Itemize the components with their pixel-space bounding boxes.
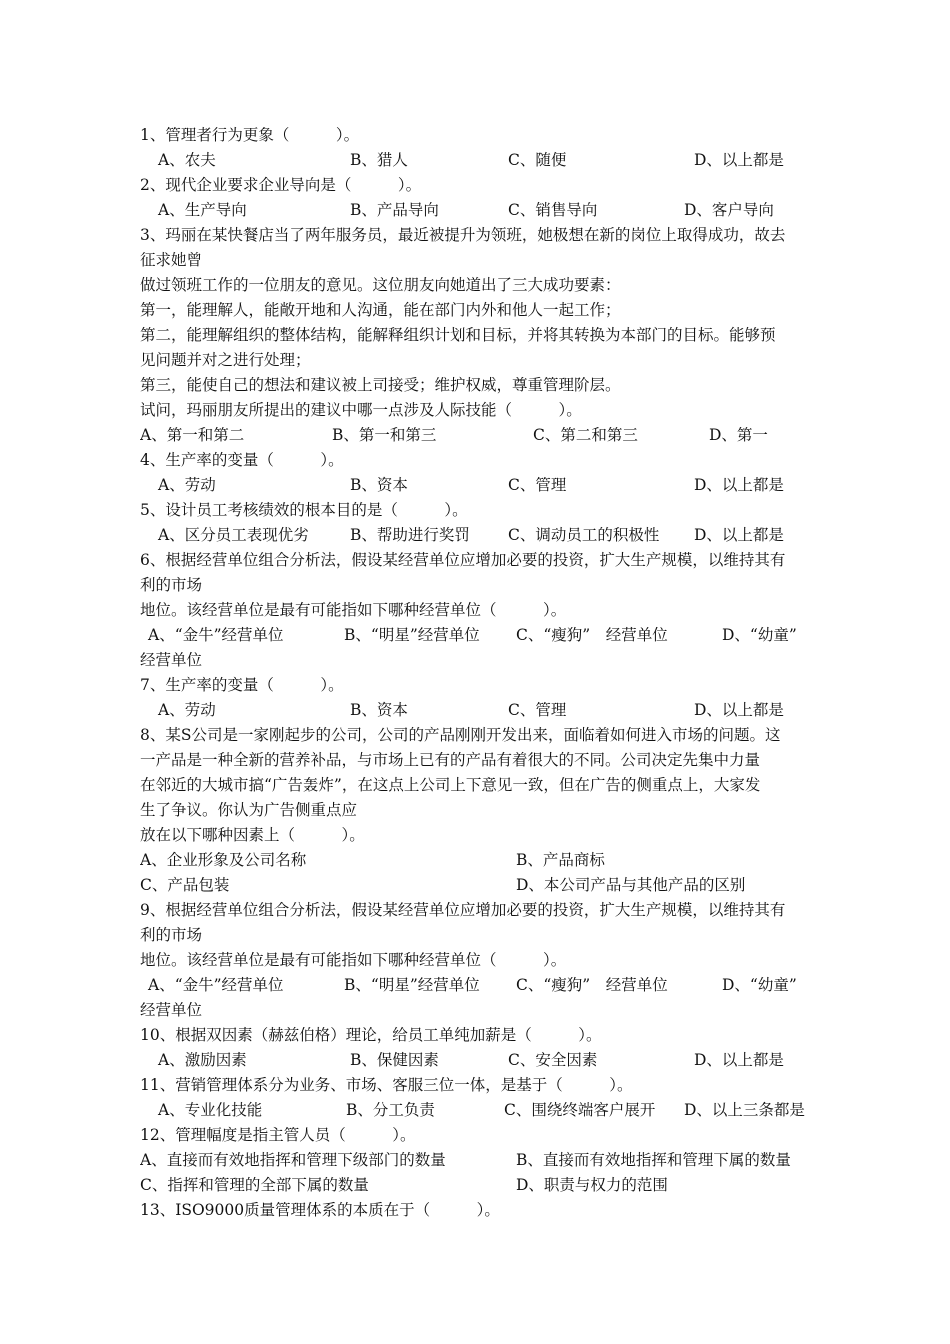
text-line: 9、根据经营单位组合分析法，假设某经营单位应增加必要的投资，扩大生产规模，以维持其有 [140,901,786,919]
option-item: D、以上都是 [694,701,784,719]
option-row [140,698,816,723]
option-row [140,1148,816,1173]
option-item: C、管理 [508,701,567,719]
text-line: 第二，能理解组织的整体结构，能解释组织计划和目标，并将其转换为本部门的目标。能够预 [140,326,776,344]
text-line: 5、设计员工考核绩效的根本目的是（ ）。 [140,501,468,519]
option-item: C、产品包装 [140,876,230,894]
option-item: D、“幼童” [722,626,797,644]
option-item: A、专业化技能 [158,1101,263,1119]
text-line: 做过领班工作的一位朋友的意见。这位朋友向她道出了三大成功要素： [140,276,621,294]
text-line: 经营单位 [140,651,203,669]
option-row [140,623,816,648]
option-item: A、劳动 [158,701,216,719]
text-line: 1、管理者行为更象（ ）。 [140,126,360,144]
option-row [140,473,816,498]
option-item: B、第一和第三 [332,426,437,444]
option-row [140,1048,816,1073]
option-item: C、销售导向 [508,201,598,219]
option-row [140,848,816,873]
option-item: B、资本 [350,701,408,719]
option-item: A、企业形象及公司名称 [140,851,307,869]
option-item: C、指挥和管理的全部下属的数量 [140,1176,369,1194]
option-item: A、激励因素 [158,1051,247,1069]
option-item: A、直接而有效地指挥和管理下级部门的数量 [140,1151,446,1169]
text-line: 第一，能理解人，能敞开地和人沟通，能在部门内外和他人一起工作； [140,301,621,319]
option-item: C、“瘦狗” 经营单位 [516,976,668,994]
option-item: A、农夫 [158,151,216,169]
option-item: A、第一和第二 [140,426,245,444]
option-item: A、区分员工表现优劣 [158,526,309,544]
text-line: 在邻近的大城市搞“广告轰炸”，在这点上公司上下意见一致，但在广告的侧重点上，大家发 [140,776,761,794]
option-item: D、以上三条都是 [684,1101,805,1119]
option-item: A、“金牛”经营单位 [148,976,284,994]
text-line: 12、管理幅度是指主管人员（ ）。 [140,1126,416,1144]
option-row [140,873,816,898]
text-line: 13、ISO9000质量管理体系的本质在于（ ）。 [140,1201,500,1219]
text-line: 11、营销管理体系分为业务、市场、客服三位一体，是基于（ ）。 [140,1076,633,1094]
option-row [140,523,816,548]
option-item: D、职责与权力的范围 [516,1176,668,1194]
option-item: C、安全因素 [508,1051,598,1069]
text-line: 征求她曾 [140,251,203,269]
text-line: 放在以下哪种因素上（ ）。 [140,826,365,844]
text-line: 地位。该经营单位是最有可能指如下哪种经营单位（ ）。 [140,601,567,619]
option-item: B、“明星”经营单位 [344,976,480,994]
text-line: 利的市场 [140,576,203,594]
text-line: 生了争议。你认为广告侧重点应 [140,801,358,819]
option-item: B、猎人 [350,151,408,169]
text-line: 地位。该经营单位是最有可能指如下哪种经营单位（ ）。 [140,951,567,969]
option-item: B、直接而有效地指挥和管理下属的数量 [516,1151,791,1169]
option-row [140,198,816,223]
option-item: B、资本 [350,476,408,494]
text-line: 4、生产率的变量（ ）。 [140,451,344,469]
option-item: B、帮助进行奖罚 [350,526,470,544]
option-item: B、产品导向 [350,201,439,219]
option-item: C、随便 [508,151,567,169]
text-line: 第三，能使自己的想法和建议被上司接受；维护权威，尊重管理阶层。 [140,376,621,394]
option-item: D、以上都是 [694,151,784,169]
option-item: D、“幼童” [722,976,797,994]
option-row [140,1098,816,1123]
text-line: 试问，玛丽朋友所提出的建议中哪一点涉及人际技能（ ）。 [140,401,582,419]
option-item: A、“金牛”经营单位 [148,626,284,644]
option-row [140,1173,816,1198]
option-item: D、以上都是 [694,526,784,544]
text-line: 3、玛丽在某快餐店当了两年服务员，最近被提升为领班，她极想在新的岗位上取得成功，故去 [140,226,786,244]
option-item: D、客户导向 [684,201,774,219]
option-item: C、管理 [508,476,567,494]
option-row [140,423,816,448]
option-row [140,148,816,173]
text-line: 6、根据经营单位组合分析法，假设某经营单位应增加必要的投资，扩大生产规模，以维持其有 [140,551,786,569]
text-line: 2、现代企业要求企业导向是（ ）。 [140,176,422,194]
option-item: C、调动员工的积极性 [508,526,660,544]
text-line: 10、根据双因素（赫兹伯格）理论，给员工单纯加薪是（ ）。 [140,1026,602,1044]
option-item: B、“明星”经营单位 [344,626,480,644]
text-line: 8、某S公司是一家刚起步的公司，公司的产品刚刚开发出来，面临着如何进入市场的问题。这 [140,726,781,744]
text-line: 7、生产率的变量（ ）。 [140,676,344,694]
option-item: D、第一 [709,426,768,444]
text-line: 经营单位 [140,1001,203,1019]
option-item: B、分工负责 [346,1101,435,1119]
text-line: 一产品是一种全新的营养补品，与市场上已有的产品有着很大的不同。公司决定先集中力量 [140,751,761,769]
option-item: B、产品商标 [516,851,605,869]
option-item: A、劳动 [158,476,216,494]
option-item: D、以上都是 [694,1051,784,1069]
option-item: C、“瘦狗” 经营单位 [516,626,668,644]
option-item: C、第二和第三 [533,426,638,444]
text-line: 见问题并对之进行处理； [140,351,311,369]
option-item: D、以上都是 [694,476,784,494]
option-row [140,973,816,998]
option-item: D、本公司产品与其他产品的区别 [516,876,746,894]
option-item: A、生产导向 [158,201,247,219]
option-item: C、围绕终端客户展开 [504,1101,656,1119]
option-item: B、保健因素 [350,1051,439,1069]
text-line: 利的市场 [140,926,203,944]
